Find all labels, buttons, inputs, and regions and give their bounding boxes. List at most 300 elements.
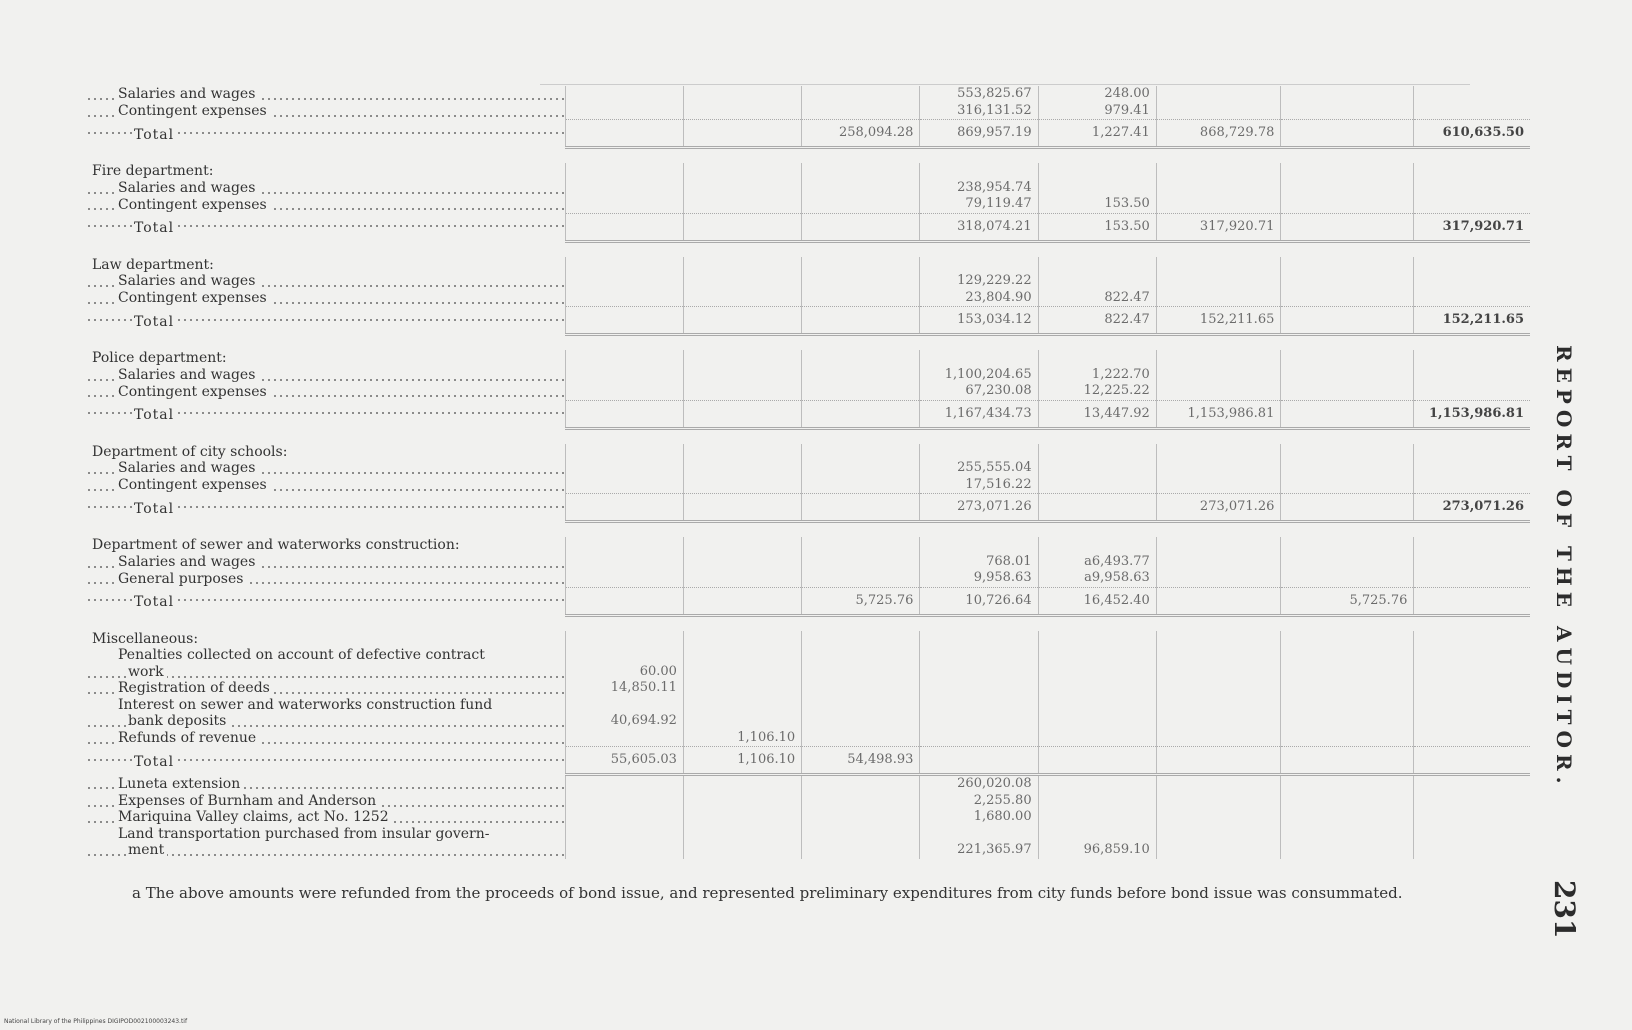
total-row xyxy=(86,747,1530,775)
amount-cell xyxy=(1038,809,1156,826)
scan-credit: National Library of the Philippines DIGIPOD002100003243.tif xyxy=(4,1018,188,1025)
amount-cell: 221,365.97 xyxy=(920,842,1038,859)
amount-cell xyxy=(565,444,683,461)
amount-cell xyxy=(1281,747,1414,775)
total-row xyxy=(86,400,1530,428)
amount-cell xyxy=(1156,697,1281,714)
row-label xyxy=(86,350,565,367)
amount-cell xyxy=(565,826,683,843)
amount-cell xyxy=(1281,400,1414,428)
amount-cell xyxy=(1281,713,1414,730)
page-number: 231 xyxy=(1548,880,1581,939)
row-label-text: Salaries and wages xyxy=(118,554,258,570)
amount-cell xyxy=(565,554,683,571)
amount-cell xyxy=(683,196,801,213)
amount-cell xyxy=(802,554,920,571)
amount-cell xyxy=(1414,842,1530,859)
amount-cell xyxy=(1156,842,1281,859)
row-label xyxy=(86,273,565,290)
amount-cell: 152,211.65 xyxy=(1156,307,1281,335)
amount-cell xyxy=(1156,444,1281,461)
row-label xyxy=(86,842,565,859)
amount-cell xyxy=(565,537,683,554)
table-row xyxy=(86,383,1530,400)
row-label xyxy=(86,460,565,477)
amount-cell xyxy=(920,631,1038,648)
amount-cell xyxy=(1281,350,1414,367)
amount-cell xyxy=(683,163,801,180)
amount-cell xyxy=(1281,554,1414,571)
amount-cell: 1,167,434.73 xyxy=(920,400,1038,428)
amount-cell xyxy=(1281,196,1414,213)
table-row xyxy=(86,775,1530,793)
amount-cell xyxy=(683,273,801,290)
amount-cell xyxy=(1281,809,1414,826)
row-label xyxy=(86,383,565,400)
spacer-row xyxy=(86,148,1530,164)
amount-cell xyxy=(683,647,801,664)
amount-cell xyxy=(683,477,801,494)
amount-cell xyxy=(1414,350,1530,367)
amount-cell xyxy=(802,180,920,197)
amount-cell xyxy=(1414,537,1530,554)
amount-cell: 316,131.52 xyxy=(920,103,1038,120)
row-label xyxy=(86,367,565,384)
row-label xyxy=(86,697,565,714)
row-label-text: bank deposits xyxy=(128,713,229,729)
amount-cell xyxy=(802,273,920,290)
amount-cell xyxy=(565,163,683,180)
amount-cell xyxy=(683,180,801,197)
amount-cell xyxy=(1156,631,1281,648)
row-label xyxy=(86,196,565,213)
row-label xyxy=(86,537,565,554)
amount-cell xyxy=(565,793,683,810)
amount-cell: 1,100,204.65 xyxy=(920,367,1038,384)
amount-cell xyxy=(802,257,920,274)
row-label-text: Law department: xyxy=(92,257,217,273)
amount-cell xyxy=(802,196,920,213)
row-label xyxy=(86,631,565,648)
row-label-text: work xyxy=(128,664,167,680)
amount-cell xyxy=(1414,103,1530,120)
section-heading-row xyxy=(86,537,1530,554)
amount-cell xyxy=(802,680,920,697)
amount-cell: 822.47 xyxy=(1038,307,1156,335)
amount-cell: 55,605.03 xyxy=(565,747,683,775)
amount-cell xyxy=(1156,826,1281,843)
amount-cell xyxy=(802,460,920,477)
amount-cell xyxy=(802,290,920,307)
table-row xyxy=(86,290,1530,307)
amount-cell xyxy=(683,631,801,648)
amount-cell xyxy=(1281,163,1414,180)
amount-cell xyxy=(1156,664,1281,681)
amount-cell xyxy=(920,730,1038,747)
amount-cell xyxy=(565,460,683,477)
row-label-text: Expenses of Burnham and Anderson xyxy=(118,793,379,809)
row-label xyxy=(86,793,565,810)
amount-cell xyxy=(1414,257,1530,274)
row-label-text: Contingent expenses xyxy=(118,384,270,400)
amount-cell: 1,106.10 xyxy=(683,747,801,775)
amount-cell xyxy=(1414,86,1530,103)
amount-cell: 79,119.47 xyxy=(920,196,1038,213)
row-label-text: Total xyxy=(134,501,177,517)
amount-cell: 2,255.80 xyxy=(920,793,1038,810)
amount-cell: 60.00 xyxy=(565,664,683,681)
row-label xyxy=(86,400,565,428)
amount-cell xyxy=(1281,460,1414,477)
amount-cell xyxy=(683,680,801,697)
amount-cell xyxy=(1038,747,1156,775)
amount-cell xyxy=(920,350,1038,367)
amount-cell xyxy=(802,793,920,810)
row-label-text: Mariquina Valley claims, act No. 1252 xyxy=(118,809,392,825)
section-heading-row xyxy=(86,163,1530,180)
amount-cell xyxy=(1281,842,1414,859)
amount-cell xyxy=(1281,86,1414,103)
row-label xyxy=(86,809,565,826)
amount-cell xyxy=(1156,460,1281,477)
row-label xyxy=(86,494,565,522)
amount-cell xyxy=(1038,444,1156,461)
amount-cell xyxy=(1156,383,1281,400)
amount-cell xyxy=(1038,730,1156,747)
amount-cell xyxy=(683,307,801,335)
row-label-text: Total xyxy=(134,594,177,610)
amount-cell xyxy=(683,775,801,793)
amount-cell xyxy=(1414,444,1530,461)
row-label-text: Contingent expenses xyxy=(118,103,270,119)
table-row xyxy=(86,196,1530,213)
total-row xyxy=(86,494,1530,522)
row-label-text: Total xyxy=(134,220,177,236)
table-row xyxy=(86,809,1530,826)
amount-cell: 273,071.26 xyxy=(1414,494,1530,522)
amount-cell xyxy=(1156,793,1281,810)
row-label xyxy=(86,477,565,494)
spacer-row xyxy=(86,615,1530,631)
table-row xyxy=(86,570,1530,587)
amount-cell xyxy=(1156,647,1281,664)
amount-cell: 23,804.90 xyxy=(920,290,1038,307)
amount-cell xyxy=(1281,697,1414,714)
amount-cell xyxy=(1156,537,1281,554)
table-row xyxy=(86,826,1530,843)
amount-cell xyxy=(1038,460,1156,477)
row-label-text: Penalties collected on account of defective contract xyxy=(118,647,488,663)
amount-cell: a9,958.63 xyxy=(1038,570,1156,587)
amount-cell xyxy=(1281,257,1414,274)
amount-cell xyxy=(1038,257,1156,274)
amount-cell: 5,725.76 xyxy=(802,587,920,615)
amount-cell xyxy=(683,570,801,587)
amount-cell: 129,229.22 xyxy=(920,273,1038,290)
amount-cell xyxy=(683,120,801,148)
amount-cell xyxy=(1414,460,1530,477)
row-label-text: ment xyxy=(128,842,167,858)
amount-cell xyxy=(683,86,801,103)
amount-cell xyxy=(1281,793,1414,810)
table-row xyxy=(86,86,1530,103)
amount-cell xyxy=(683,494,801,522)
amount-cell xyxy=(920,680,1038,697)
amount-cell xyxy=(565,697,683,714)
amount-cell xyxy=(1281,383,1414,400)
amount-cell: 10,726.64 xyxy=(920,587,1038,615)
amount-cell: 260,020.08 xyxy=(920,775,1038,793)
amount-cell xyxy=(1414,180,1530,197)
amount-cell xyxy=(1281,444,1414,461)
table-row xyxy=(86,647,1530,664)
amount-cell: 12,225.22 xyxy=(1038,383,1156,400)
row-label-text: Contingent expenses xyxy=(118,290,270,306)
amount-cell xyxy=(802,103,920,120)
amount-cell xyxy=(1156,554,1281,571)
row-label xyxy=(86,213,565,241)
amount-cell xyxy=(920,697,1038,714)
row-label xyxy=(86,120,565,148)
amount-cell xyxy=(802,477,920,494)
amount-cell: 1,153,986.81 xyxy=(1414,400,1530,428)
row-label xyxy=(86,290,565,307)
amount-cell: 14,850.11 xyxy=(565,680,683,697)
amount-cell xyxy=(565,647,683,664)
row-label xyxy=(86,747,565,775)
amount-cell xyxy=(920,444,1038,461)
amount-cell xyxy=(1156,367,1281,384)
amount-cell xyxy=(1038,775,1156,793)
amount-cell xyxy=(920,163,1038,180)
amount-cell xyxy=(1281,103,1414,120)
spacer-row xyxy=(86,428,1530,444)
amount-cell xyxy=(802,697,920,714)
amount-cell xyxy=(565,350,683,367)
row-label-text: Miscellaneous: xyxy=(92,631,201,647)
section-heading-row xyxy=(86,444,1530,461)
amount-cell xyxy=(802,350,920,367)
amount-cell xyxy=(1414,775,1530,793)
amount-cell xyxy=(920,537,1038,554)
row-label-text: Total xyxy=(134,754,177,770)
table-row xyxy=(86,680,1530,697)
amount-cell xyxy=(1156,730,1281,747)
row-label-text: Total xyxy=(134,407,177,423)
amount-cell xyxy=(1156,680,1281,697)
amount-cell xyxy=(1281,120,1414,148)
total-row xyxy=(86,120,1530,148)
amount-cell xyxy=(1414,747,1530,775)
row-label xyxy=(86,163,565,180)
section-heading-row xyxy=(86,350,1530,367)
amount-cell xyxy=(1414,477,1530,494)
amount-cell xyxy=(1156,257,1281,274)
row-label xyxy=(86,713,565,730)
amount-cell: 5,725.76 xyxy=(1281,587,1414,615)
row-label-text: Registration of deeds xyxy=(118,680,273,696)
amount-cell: 822.47 xyxy=(1038,290,1156,307)
row-label-text: Salaries and wages xyxy=(118,86,258,102)
amount-cell: 9,958.63 xyxy=(920,570,1038,587)
row-label-text: Fire department: xyxy=(92,163,216,179)
amount-cell xyxy=(802,730,920,747)
amount-cell xyxy=(1038,697,1156,714)
amount-cell xyxy=(1038,350,1156,367)
amount-cell xyxy=(1156,163,1281,180)
amount-cell xyxy=(1281,680,1414,697)
amount-cell xyxy=(683,460,801,477)
amount-cell xyxy=(683,713,801,730)
amount-cell xyxy=(1414,587,1530,615)
amount-cell xyxy=(1414,809,1530,826)
amount-cell xyxy=(920,713,1038,730)
amount-cell xyxy=(1156,290,1281,307)
amount-cell xyxy=(802,775,920,793)
amount-cell xyxy=(1414,163,1530,180)
amount-cell xyxy=(1414,730,1530,747)
table-row xyxy=(86,273,1530,290)
row-label-text: Police department: xyxy=(92,350,230,366)
amount-cell xyxy=(1038,793,1156,810)
amount-cell xyxy=(1038,494,1156,522)
amount-cell: 1,227.41 xyxy=(1038,120,1156,148)
amount-cell xyxy=(802,367,920,384)
amount-cell xyxy=(1281,494,1414,522)
row-label xyxy=(86,647,565,664)
amount-cell xyxy=(1038,163,1156,180)
amount-cell xyxy=(1038,713,1156,730)
amount-cell xyxy=(920,826,1038,843)
amount-cell xyxy=(1156,180,1281,197)
amount-cell xyxy=(683,444,801,461)
amount-cell xyxy=(1156,86,1281,103)
table-row xyxy=(86,793,1530,810)
amount-cell xyxy=(683,697,801,714)
amount-cell xyxy=(1281,730,1414,747)
amount-cell xyxy=(683,554,801,571)
amount-cell xyxy=(802,842,920,859)
amount-cell xyxy=(1156,350,1281,367)
table-row xyxy=(86,730,1530,747)
amount-cell: 153.50 xyxy=(1038,196,1156,213)
amount-cell xyxy=(1156,570,1281,587)
row-label-text: Salaries and wages xyxy=(118,180,258,196)
amount-cell xyxy=(565,383,683,400)
amount-cell xyxy=(565,273,683,290)
amount-cell: 1,222.70 xyxy=(1038,367,1156,384)
amount-cell xyxy=(565,494,683,522)
row-label-text: Salaries and wages xyxy=(118,273,258,289)
amount-cell xyxy=(1038,180,1156,197)
amount-cell xyxy=(1281,775,1414,793)
amount-cell xyxy=(802,713,920,730)
amount-cell xyxy=(565,809,683,826)
amount-cell xyxy=(1038,647,1156,664)
amount-cell xyxy=(683,809,801,826)
spacer-row xyxy=(86,335,1530,351)
amount-cell xyxy=(683,400,801,428)
row-label-text: General purposes xyxy=(118,571,246,587)
amount-cell xyxy=(1281,647,1414,664)
amount-cell: 54,498.93 xyxy=(802,747,920,775)
amount-cell xyxy=(683,793,801,810)
row-label-text: Department of sewer and waterworks construction: xyxy=(92,537,463,553)
amount-cell xyxy=(565,213,683,241)
amount-cell xyxy=(802,631,920,648)
amount-cell xyxy=(802,213,920,241)
amount-cell: 273,071.26 xyxy=(1156,494,1281,522)
amount-cell xyxy=(683,213,801,241)
amount-cell: 553,825.67 xyxy=(920,86,1038,103)
running-header: REPORT OF THE AUDITOR. xyxy=(1552,345,1576,790)
amount-cell xyxy=(683,587,801,615)
row-label-text: Department of city schools: xyxy=(92,444,290,460)
amount-cell xyxy=(1038,664,1156,681)
table-row xyxy=(86,713,1530,730)
amount-cell xyxy=(802,307,920,335)
amount-cell xyxy=(920,747,1038,775)
amount-cell xyxy=(920,257,1038,274)
amount-cell xyxy=(1038,680,1156,697)
amount-cell xyxy=(565,587,683,615)
amount-cell: a6,493.77 xyxy=(1038,554,1156,571)
amount-cell xyxy=(565,730,683,747)
amount-cell xyxy=(1038,273,1156,290)
amount-cell xyxy=(1414,631,1530,648)
amount-cell xyxy=(565,290,683,307)
amount-cell xyxy=(683,826,801,843)
amount-cell xyxy=(1414,383,1530,400)
row-label-text: Total xyxy=(134,314,177,330)
row-label-text: Interest on sewer and waterworks construction fund xyxy=(118,697,495,713)
amount-cell: 67,230.08 xyxy=(920,383,1038,400)
amount-cell xyxy=(1414,664,1530,681)
amount-cell xyxy=(802,664,920,681)
amount-cell xyxy=(1281,273,1414,290)
amount-cell xyxy=(802,537,920,554)
amount-cell xyxy=(1156,713,1281,730)
amount-cell xyxy=(565,86,683,103)
amount-cell xyxy=(802,86,920,103)
amount-cell: 40,694.92 xyxy=(565,713,683,730)
amount-cell xyxy=(1414,554,1530,571)
amount-cell xyxy=(683,664,801,681)
amount-cell xyxy=(1281,826,1414,843)
table-row xyxy=(86,554,1530,571)
table-row xyxy=(86,842,1530,859)
amount-cell: 1,153,986.81 xyxy=(1156,400,1281,428)
amount-cell xyxy=(565,631,683,648)
total-row xyxy=(86,307,1530,335)
amount-cell xyxy=(565,400,683,428)
amount-cell: 96,859.10 xyxy=(1038,842,1156,859)
row-label xyxy=(86,587,565,615)
table-row xyxy=(86,103,1530,120)
amount-cell xyxy=(1414,290,1530,307)
amount-cell xyxy=(1281,290,1414,307)
amount-cell: 17,516.22 xyxy=(920,477,1038,494)
row-label xyxy=(86,680,565,697)
amount-cell xyxy=(565,196,683,213)
amount-cell xyxy=(683,537,801,554)
amount-cell: 868,729.78 xyxy=(1156,120,1281,148)
row-label xyxy=(86,570,565,587)
amount-cell xyxy=(1038,537,1156,554)
spacer-row xyxy=(86,522,1530,538)
amount-cell: 273,071.26 xyxy=(920,494,1038,522)
amount-cell xyxy=(802,163,920,180)
